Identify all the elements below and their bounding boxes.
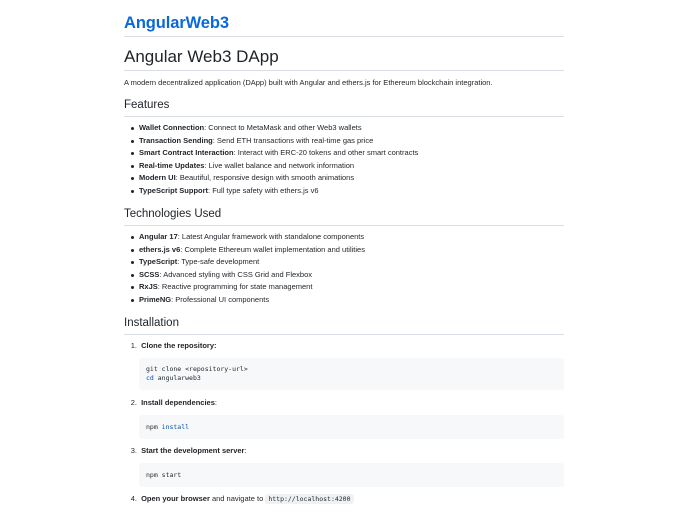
page-title-divider [124, 70, 564, 71]
technologies-heading: Technologies Used [124, 208, 222, 220]
step-label: Start the development server [141, 446, 245, 455]
code-keyword: cd [146, 374, 154, 382]
step-suffix: : [244, 446, 247, 455]
technology-text: : Complete Ethereum wallet implementation and utilities [180, 244, 365, 254]
list-item [124, 172, 418, 185]
code-block-start [139, 463, 564, 487]
installation-heading-divider [124, 334, 564, 335]
feature-text: : Full type safety with ethers.js v6 [208, 185, 319, 195]
code-line: git clone <repository-url> [146, 365, 248, 373]
technologies-heading-divider [124, 225, 564, 226]
step-suffix: and navigate to [209, 494, 266, 503]
feature-text: : Beautiful, responsive design with smooth animations [175, 173, 355, 182]
step-label: Install dependencies [141, 398, 215, 407]
features-heading: Features [124, 99, 170, 111]
technology-text: : Advanced styling with CSS Grid and Flexbox [159, 269, 313, 279]
feature-text: : Send ETH transactions with real-time gas price [212, 135, 374, 145]
technology-text: : Reactive programming for state management [157, 282, 313, 291]
install-step-2 [124, 398, 217, 407]
code-line [146, 374, 557, 383]
technology-label: RxJS [139, 282, 158, 291]
site-title-divider [124, 36, 564, 37]
technology-text: : Professional UI components [171, 294, 270, 304]
feature-label: Smart Contract Interaction [139, 148, 234, 157]
step-number: 3. [130, 446, 137, 455]
code-line: npm start [146, 470, 182, 479]
list-item [124, 269, 365, 282]
install-step-3 [124, 446, 247, 455]
site-title-link[interactable]: AngularWeb3 [124, 14, 229, 32]
feature-label: Modern UI [139, 173, 176, 182]
list-item [124, 281, 365, 294]
intro-paragraph: A modern decentralized application (DApp) built with Angular and ethers.js for Ethereum blockchain integration. [124, 78, 493, 87]
technologies-list [124, 231, 365, 306]
install-step-1 [124, 341, 217, 350]
page-title: Angular Web3 DApp [124, 47, 279, 66]
code-keyword: install [161, 422, 190, 431]
technology-text: : Type-safe development [177, 257, 260, 266]
list-item [124, 122, 418, 135]
list-item [124, 294, 365, 307]
installation-heading: Installation [124, 317, 179, 329]
feature-label: Real-time Updates [139, 160, 205, 170]
code-text: npm [146, 422, 162, 431]
feature-label: Wallet Connection [139, 123, 205, 132]
step-number: 2. [130, 398, 137, 407]
features-heading-divider [124, 116, 564, 117]
technology-label: TypeScript [139, 257, 178, 266]
technology-label: SCSS [139, 269, 160, 279]
feature-label: TypeScript Support [139, 185, 209, 195]
feature-text: : Connect to MetaMask and other Web3 wallets [204, 123, 362, 132]
features-list [124, 122, 418, 197]
feature-text: : Live wallet balance and network information [204, 160, 355, 170]
list-item [124, 185, 418, 198]
step-number: 1. [130, 341, 137, 350]
technology-text: : Latest Angular framework with standalone components [177, 232, 365, 241]
list-item [124, 135, 418, 148]
list-item [124, 244, 365, 257]
step-suffix: : [214, 341, 217, 350]
feature-label: Transaction Sending [139, 135, 213, 145]
install-step-4 [124, 494, 354, 503]
technology-label: Angular 17 [139, 232, 178, 241]
code-line [146, 423, 557, 432]
list-item [124, 160, 418, 173]
technology-label: PrimeNG [139, 294, 172, 304]
technology-label: ethers.js v6 [139, 244, 181, 254]
code-block-install [139, 415, 564, 439]
localhost-url-code: http://localhost:4200 [265, 494, 353, 504]
list-item [124, 231, 365, 244]
step-label: Clone the repository [141, 341, 215, 350]
step-suffix: : [214, 398, 217, 407]
code-block-clone [139, 358, 564, 390]
feature-text: : Interact with ERC-20 tokens and other smart contracts [233, 148, 419, 157]
code-text: angularweb3 [153, 374, 201, 382]
list-item [124, 147, 418, 160]
list-item [124, 256, 365, 269]
step-label: Open your browser [141, 494, 210, 503]
step-number: 4. [130, 494, 137, 503]
